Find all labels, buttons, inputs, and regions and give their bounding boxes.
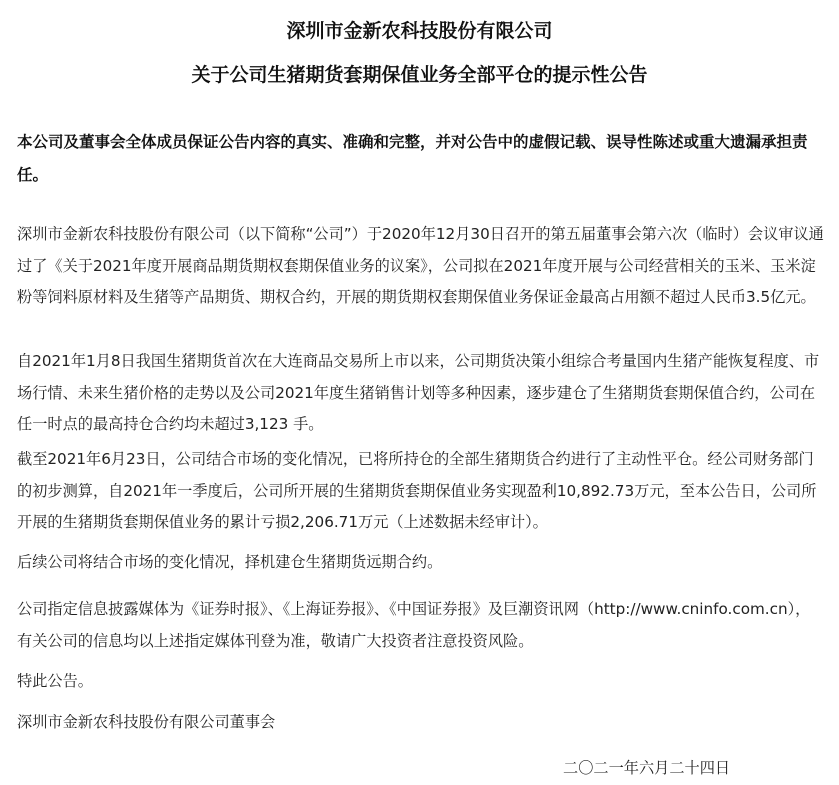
company-title: 深圳市金新农科技股份有限公司 [286, 20, 553, 42]
paragraph-hedging-positions: 自2021年1月8日我国生猪期货首次在大连商品交易所上市以来，公司期货决策小组综合考量国内生猪产能恢复程度、市场行情、未来生猪价格的走势以及公司2021年度生猪销售计划等多种因素，逐步建仓了生猪期货套期保值合约，公司在任一时点的最高持仓合约均未超过3,123 手。 [17, 352, 820, 433]
notice-title: 关于公司生猪期货套期保值业务全部平仓的提示性公告 [191, 64, 648, 86]
paragraph-board-approval: 深圳市金新农科技股份有限公司（以下简称“公司”）于2020年12月30日召开的第五届董事会第六次（临时）会议审议通过了《关于2021年度开展商品期货期权套期保值业务的议案》，公司拟在2021年度开展与公司经营相关的玉米、玉米淀粉等饲料原材料及生猪等产品期货、期权合约，开展的期货期权套期保值业务保证金最高占用额不超过人民币3.5亿元。 [17, 225, 824, 306]
paragraph-closing: 特此公告。 [17, 672, 93, 690]
signer: 深圳市金新农科技股份有限公司董事会 [17, 713, 276, 731]
paragraph-disclosure-media: 公司指定信息披露媒体为《证券时报》、《上海证券报》、《中国证券报》及巨潮资讯网（http://www.cninfo.com.cn），有关公司的信息均以上述指定媒体刊登为准，敬请广大投资者注意投资风险。 [17, 600, 811, 650]
announcement-date: 二〇二一年六月二十四日 [563, 759, 731, 777]
paragraph-future-plan: 后续公司将结合市场的变化情况，择机建仓生猪期货远期合约。 [17, 553, 443, 571]
board-statement: 本公司及董事会全体成员保证公告内容的真实、准确和完整，并对公告中的虚假记载、误导性陈述或重大遗漏承担责任。 [17, 133, 808, 184]
paragraph-closeout-results: 截至2021年6月23日，公司结合市场的变化情况，已将所持仓的全部生猪期货合约进行了主动性平仓。经公司财务部门的初步测算，自2021年一季度后，公司所开展的生猪期货套期保值业务实现盈利10,892.73万元，至本公告日，公司所开展的生猪期货套期保值业务的累计亏损2,206.71万元（上述数据未经审计）。 [17, 450, 817, 531]
